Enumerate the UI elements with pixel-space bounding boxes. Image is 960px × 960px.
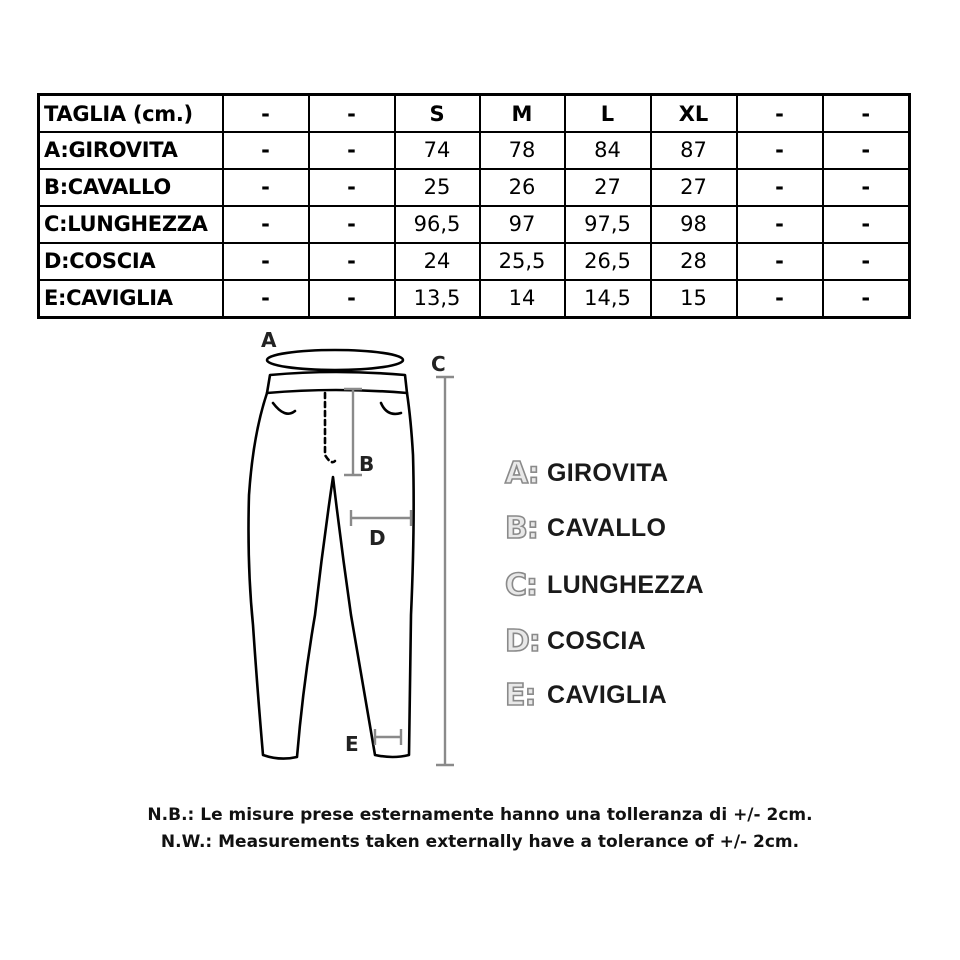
table-row (39, 169, 910, 206)
diagram-label-c: C (431, 352, 446, 376)
table-header-cell: - (823, 95, 910, 133)
table-cell: 27 (651, 169, 737, 206)
legend-label: CAVIGLIA (547, 680, 667, 709)
table-cell: 14 (480, 280, 565, 318)
table-row (39, 132, 910, 169)
legend-letter: E: (505, 677, 536, 713)
table-cell: E:CAVIGLIA (39, 280, 223, 318)
table-cell: - (309, 132, 395, 169)
legend-item-cavallo (505, 510, 666, 546)
table-row (39, 206, 910, 243)
table-cell: D:COSCIA (39, 243, 223, 280)
waistband (267, 372, 407, 393)
diagram-label-a: A (261, 328, 277, 352)
table-cell: 98 (651, 206, 737, 243)
table-cell: C:LUNGHEZZA (39, 206, 223, 243)
table-cell: - (823, 132, 910, 169)
diagram-label-b: B (359, 452, 375, 476)
table-cell: - (737, 243, 823, 280)
table-header-cell: - (223, 95, 309, 133)
table-cell: - (737, 169, 823, 206)
table-cell: 27 (565, 169, 651, 206)
table-header-cell: - (309, 95, 395, 133)
table-cell: - (737, 206, 823, 243)
table-cell: - (309, 280, 395, 318)
table-cell: 13,5 (395, 280, 480, 318)
table-header-cell: M (480, 95, 565, 133)
table-cell: 26,5 (565, 243, 651, 280)
legend-item-caviglia (505, 677, 667, 713)
diagram-label-e: E (345, 732, 359, 756)
left-pocket (273, 403, 295, 414)
table-cell: - (223, 132, 309, 169)
table-header-cell: - (737, 95, 823, 133)
legend-letter: C: (505, 567, 538, 603)
table-cell: - (223, 243, 309, 280)
table-cell: 74 (395, 132, 480, 169)
tolerance-note-italian: N.B.: Le misure prese esternamente hanno una tolleranza di +/- 2cm. (147, 805, 813, 825)
table-cell: 84 (565, 132, 651, 169)
thigh-measure (351, 510, 411, 526)
pants-outline (249, 393, 414, 759)
table-cell: - (309, 169, 395, 206)
table-cell: 78 (480, 132, 565, 169)
legend-label: COSCIA (547, 626, 647, 655)
table-cell: - (223, 169, 309, 206)
table-header-cell: S (395, 95, 480, 133)
table-header-cell: TAGLIA (cm.) (39, 95, 223, 133)
fly (325, 393, 335, 462)
table-row (39, 243, 910, 280)
legend-item-lunghezza (505, 567, 704, 603)
table-header-cell: L (565, 95, 651, 133)
table-row (39, 280, 910, 318)
table-cell: 97,5 (565, 206, 651, 243)
table-cell: - (737, 132, 823, 169)
table-cell: A:GIROVITA (39, 132, 223, 169)
table-header-row (39, 95, 910, 133)
table-cell: 28 (651, 243, 737, 280)
table-cell: - (309, 206, 395, 243)
legend-label: LUNGHEZZA (547, 570, 704, 599)
waist-ellipse (267, 350, 403, 370)
legend-letter: B: (505, 510, 538, 546)
table-cell: 24 (395, 243, 480, 280)
legend-item-coscia (505, 623, 646, 659)
legend-label: GIROVITA (547, 458, 669, 487)
legend-item-girovita (505, 455, 668, 491)
table-cell: 26 (480, 169, 565, 206)
table-cell: 87 (651, 132, 737, 169)
table-cell: 14,5 (565, 280, 651, 318)
table-header-cell: XL (651, 95, 737, 133)
tolerance-note-english: N.W.: Measurements taken externally have a tolerance of +/- 2cm. (160, 832, 800, 852)
table-cell: 96,5 (395, 206, 480, 243)
table-cell: - (823, 206, 910, 243)
diagram-label-d: D (369, 526, 386, 550)
right-pocket (381, 403, 401, 414)
table-cell: - (823, 243, 910, 280)
table-cell: 97 (480, 206, 565, 243)
table-cell: - (823, 280, 910, 318)
pants-diagram (235, 325, 475, 775)
table-cell: B:CAVALLO (39, 169, 223, 206)
table-cell: 15 (651, 280, 737, 318)
length-measure (436, 377, 454, 765)
table-cell: - (223, 280, 309, 318)
table-cell: - (823, 169, 910, 206)
table-cell: 25,5 (480, 243, 565, 280)
table-cell: - (309, 243, 395, 280)
table-cell: - (737, 280, 823, 318)
legend-letter: D: (505, 623, 540, 659)
legend-label: CAVALLO (547, 513, 667, 542)
table-cell: - (223, 206, 309, 243)
table-cell: 25 (395, 169, 480, 206)
size-table (37, 93, 911, 319)
legend-letter: A: (505, 455, 539, 491)
ankle-measure (375, 729, 401, 745)
